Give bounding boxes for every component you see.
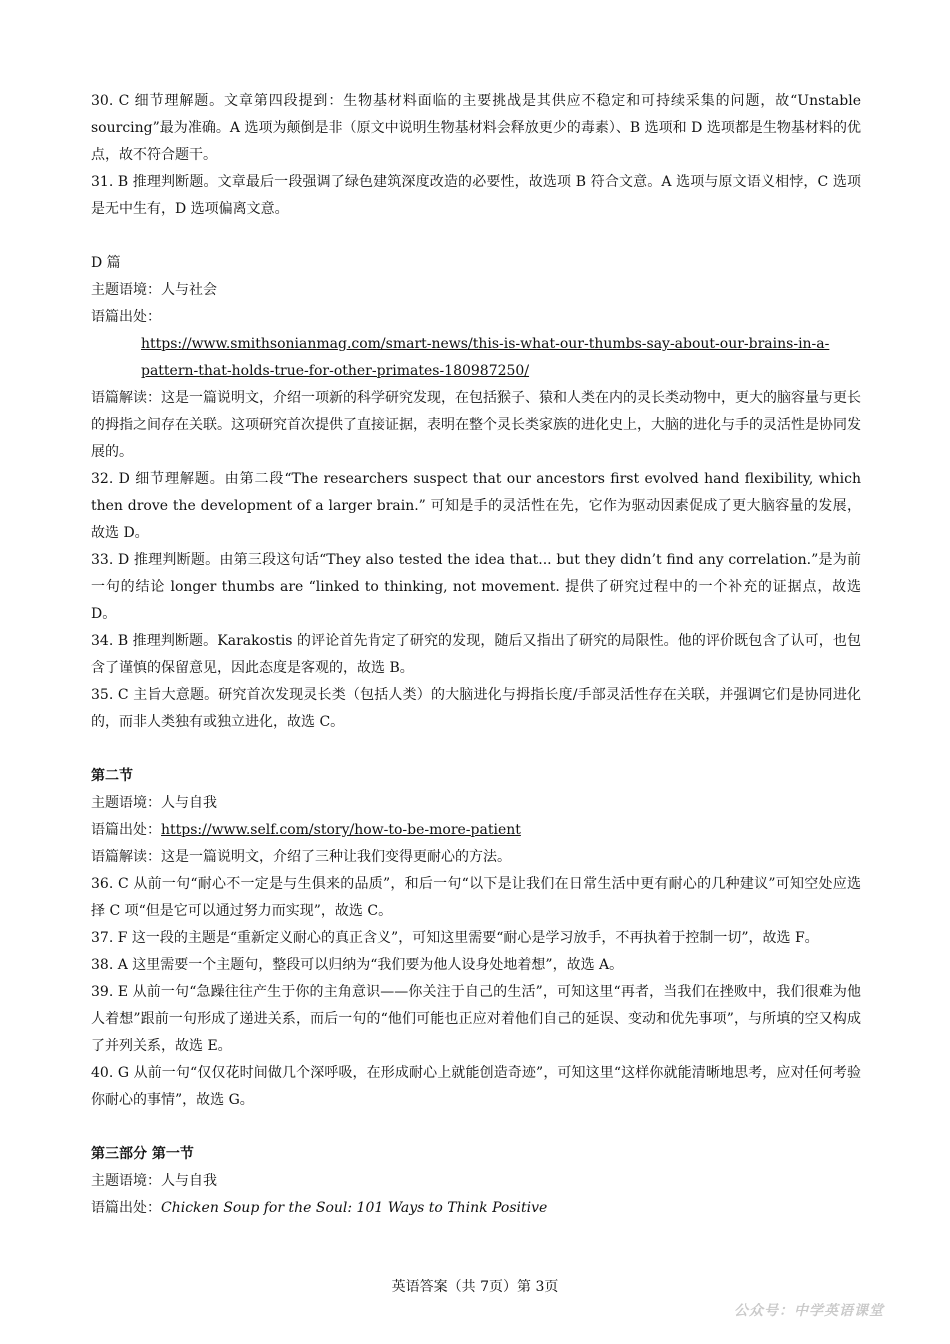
section-3-source-label: 语篇出处： xyxy=(91,1200,161,1216)
page-footer: 英语答案（共 7页）第 3页 xyxy=(391,1279,559,1295)
answer-item-31: 31. B 推理判断题。文章最后一段强调了绿色建筑深度改造的必要性，故选项 B 符合文意。A 选项与原文语义相悖，C 选项是无中生有，D 选项偏离文意。 xyxy=(91,174,861,217)
section-2-heading: 第二节 xyxy=(91,768,133,784)
section-3-source-title: Chicken Soup for the Soul: 101 Ways to Think Positive xyxy=(161,1200,548,1216)
watermark: 公众号：中学英语课堂 xyxy=(734,1303,884,1319)
section-d-reading: 语篇解读：这是一篇说明文，介绍一项新的科学研究发现，在包括猴子、猿和人类在内的灵长类动物中，更大的脑容量与更长的拇指之间存在关联。这项研究首次提供了直接证据，表明在整个灵长类家族的进化史上，大脑的进化与手的灵活性是协同发展的。 xyxy=(91,390,861,460)
answer-item-35: 35. C 主旨大意题。研究首次发现灵长类（包括人类）的大脑进化与拇指长度/手部灵活性存在关联，并强调它们是协同进化的，而非人类独有或独立进化，故选 C。 xyxy=(91,687,861,730)
section-d-source xyxy=(91,331,861,385)
section-d-theme: 主题语境：人与社会 xyxy=(91,282,217,298)
answer-item-38: 38. A 这里需要一个主题句，整段可以归纳为“我们要为他人设身处地着想”，故选 A。 xyxy=(91,957,624,973)
answer-item-36: 36. C 从前一句“耐心不一定是与生俱来的品质”，和后一句“以下是让我们在日常生活中更有耐心的几种建议”可知空处应选择 C 项“但是它可以通过努力而实现”，故选 C。 xyxy=(91,876,861,919)
answer-item-34: 34. B 推理判断题。Karakostis 的评论首先肯定了研究的发现，随后又指出了研究的局限性。他的评价既包含了认可，也包含了谨慎的保留意见，因此态度是客观的，故选 B。 xyxy=(91,633,861,676)
section-2-source xyxy=(91,817,861,844)
section-3-theme: 主题语境：人与自我 xyxy=(91,1173,217,1189)
section-3-source xyxy=(91,1195,861,1222)
answer-item-33: 33. D 推理判断题。由第三段这句话“They also tested the idea that... but they didn’t find any correlation.”是为前一句的结论 longer thumbs are “linked to thinking, not movement. 提供了研究过程中的一个补充的证据点，故选 D。 xyxy=(91,552,861,622)
answer-item-37: 37. F 这一段的主题是“重新定义耐心的真正含义”，可知这里需要“耐心是学习放手，不再执着于控制一切”，故选 F。 xyxy=(91,930,819,946)
section-3-heading: 第三部分 第一节 xyxy=(91,1146,194,1162)
section-d-source-link[interactable]: https://www.smithsonianmag.com/smart-news/this-is-what-our-thumbs-say-about-our-brains-in-a-pattern-that-holds-true-for-other-primates-180987250/ xyxy=(141,336,830,379)
answer-item-39: 39. E 从前一句“急躁往往产生于你的主角意识——你关注于自己的生活”，可知这里“再者，当我们在挫败中，我们很难为他人着想”跟前一句形成了递进关系，而后一句的“他们可能也正应对着他们自己的延误、变动和优先事项”，与所填的空又构成了并列关系，故选 E。 xyxy=(91,984,861,1054)
section-d-heading: D 篇 xyxy=(91,255,121,271)
section-2-source-label: 语篇出处： xyxy=(91,822,161,838)
answer-item-32: 32. D 细节理解题。由第二段“The researchers suspect that our ancestors first evolved hand flexibility, which then drove the development of a larger brain.” 可知是手的灵活性在先，它作为驱动因素促成了更大脑容量的发展，故选 D。 xyxy=(91,471,861,541)
section-2-source-link[interactable]: https://www.self.com/story/how-to-be-more-patient xyxy=(161,822,521,838)
section-d-source-label: 语篇出处： xyxy=(91,309,161,325)
section-2-theme: 主题语境：人与自我 xyxy=(91,795,217,811)
section-2-reading: 语篇解读：这是一篇说明文，介绍了三种让我们变得更耐心的方法。 xyxy=(91,849,511,865)
answer-item-30: 30. C 细节理解题。文章第四段提到：生物基材料面临的主要挑战是其供应不稳定和可持续采集的问题，故“Unstable sourcing”最为准确。A 选项为颠倒是非（原文中说明生物基材料会释放更少的毒素）、B 选项和 D 选项都是生物基材料的优点，故不符合题干。 xyxy=(91,93,861,163)
document-body xyxy=(91,88,861,1222)
answer-item-40: 40. G 从前一句“仅仅花时间做几个深呼吸，在形成耐心上就能创造奇迹”，可知这里“这样你就能清晰地思考，应对任何考验你耐心的事情”，故选 G。 xyxy=(91,1065,861,1108)
